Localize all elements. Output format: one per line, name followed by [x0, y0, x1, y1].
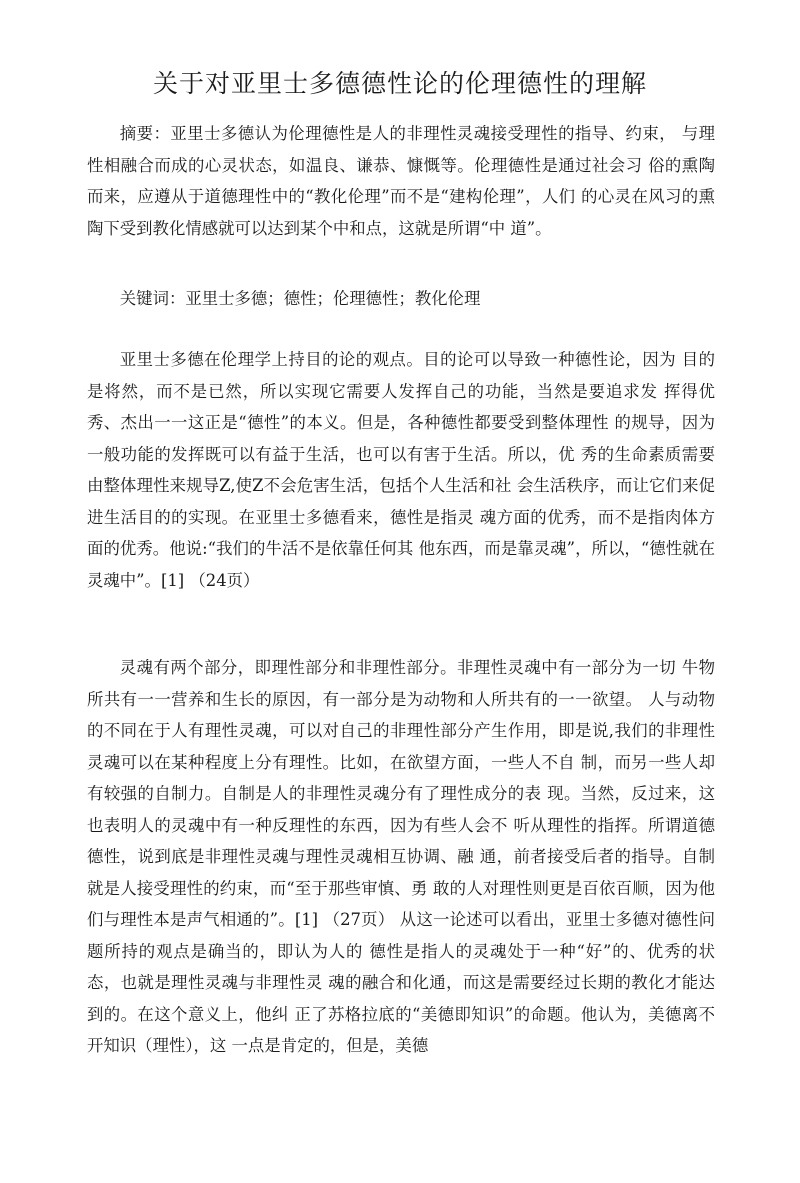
abstract-paragraph: 摘要：亚里士多德认为伦理德性是人的非理性灵魂接受理性的指导、约束， 与理性相融合而成的心灵状态，如温良、谦恭、慷慨等。伦理德性是通过社会习 俗的熏陶而来，应遵从于道德理性中的“教化伦理”而不是“建构伦理”，人们 的心灵在风习的熏陶下受到教化情感就可以达到某个中和点，这就是所谓“中 道”。 — [87, 124, 715, 238]
keywords-line: 关键词：亚里士多德；德性；伦理德性；教化伦理 — [119, 289, 481, 308]
body-paragraph-2: 灵魂有两个部分，即理性部分和非理性部分。非理性灵魂中有一部分为一切 牛物所共有一一营养和生长的原因，有一部分是为动物和人所共有的一一欲望。 人与动物的不同在于人有理性灵魂，可以对自己的非理性部分产生作用，即是说,我们的非理性灵魂可以在某种程度上分有理性。比如，在欲望方面，一些人不自 制，而另一些人却有较强的自制力。自制是人的非理性灵魂分有了理性成分的表 现。当然，反过来，这也表明人的灵魂中有一种反理性的东西，因为有些人会不 听从理性的指挥。所谓道德德性，说到底是非理性灵魂与理性灵魂相互协调、融 通，前者接受后者的指导。自制就是人接受理性的约束，而“至于那些审慎、勇 敢的人对理性则更是百依百顺，因为他们与理性本是声气相通的”。[1] （27页） 从这一论述可以看出，亚里士多德对德性问题所持的观点是确当的，即认为人的 德性是指人的灵魂处于一种“好”的、优秀的状态，也就是理性灵魂与非理性灵 魂的融合和化通，而这是需要经过长期的教化才能达到的。在这个意义上，他纠 正了苏格拉底的“美德即知识”的命题。他认为，美德离不开知识（理性），这 一点是肯定的，但是，美德 — [87, 658, 715, 1055]
body-paragraph-1: 亚里士多德在伦理学上持目的论的观点。目的论可以导致一种德性论，因为 目的是将然，而不是已然，所以实现它需要人发挥自己的功能，当然是要追求发 挥得优秀、杰出一一这正是“德性”的本义。但是，各种德性都要受到整体理性 的规导，因为一般功能的发挥既可以有益于生活，也可以有害于生活。所以，优 秀的生命素质需要由整体理性来规导Z,使Z不会危害生活，包括个人生活和社 会生活秩序，而让它们来促进生活目的的实现。在亚里士多德看来，德性是指灵 魂方面的优秀，而不是指肉体方面的优秀。他说:“我们的牛活不是依靠任何其 他东西，而是靠灵魂”，所以，“德性就在灵魂中”。[1] （24页） — [87, 350, 715, 590]
document-title: 关于对亚里士多德德性论的伦理德性的理解 — [152, 69, 647, 98]
